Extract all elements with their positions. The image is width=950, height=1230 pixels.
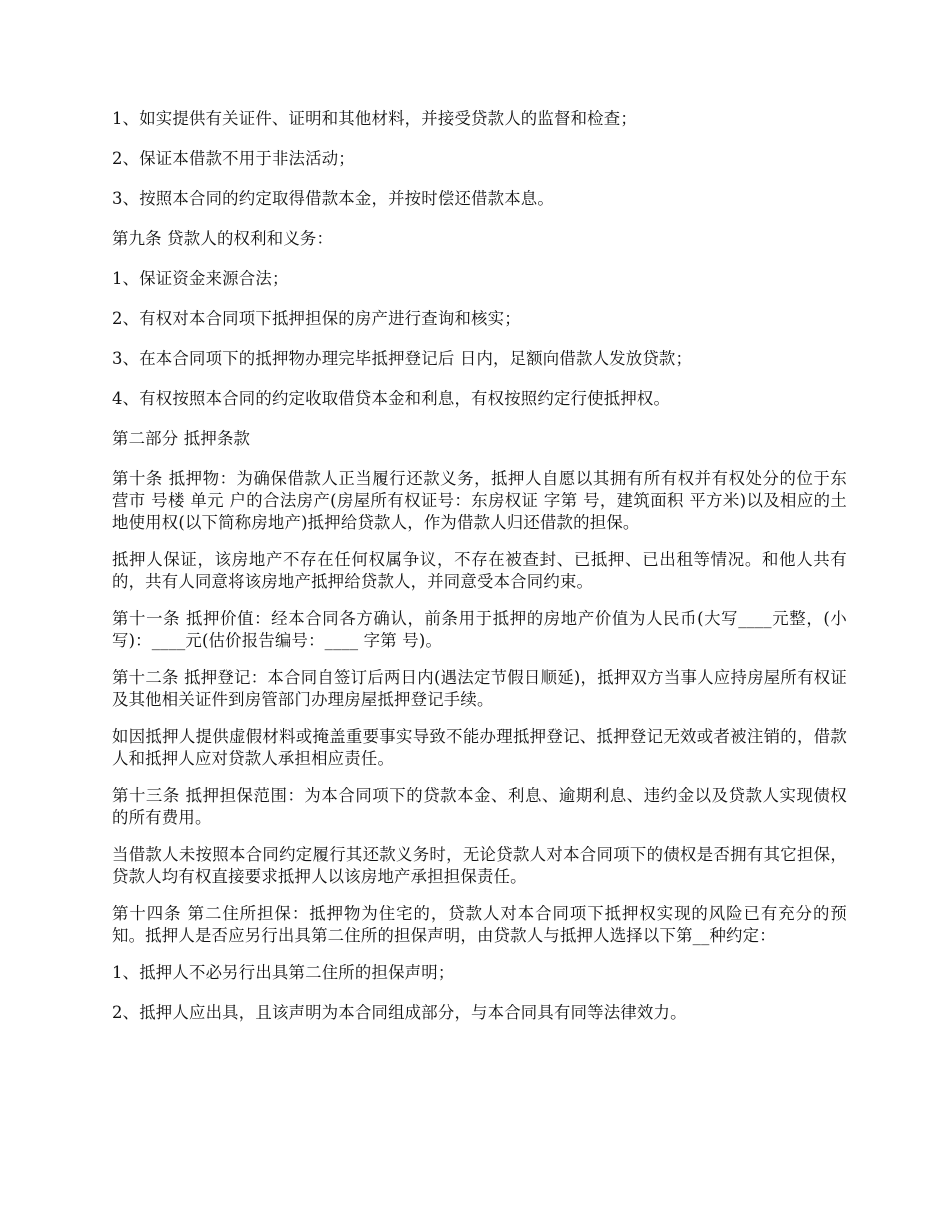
paragraph-lender-right-3: 3、在本合同项下的抵押物办理完毕抵押登记后 日内，足额向借款人发放贷款； bbox=[112, 349, 693, 368]
heading-part-2: 第二部分 抵押条款 bbox=[112, 429, 251, 448]
paragraph-mortgagor-guarantee: 抵押人保证，该房地产不存在任何权属争议，不存在被查封、已抵押、已出租等情况。和他人共有的，共有人同意将该房地产抵押给贷款人，并同意受本合同约束。 bbox=[112, 550, 847, 591]
heading-article-9: 第九条 贷款人的权利和义务： bbox=[112, 229, 334, 248]
paragraph-lender-right-1: 1、保证资金来源合法； bbox=[112, 269, 289, 288]
paragraph-borrower-duty-2: 2、保证本借款不用于非法活动； bbox=[112, 149, 355, 168]
paragraph-option-1: 1、抵押人不必另行出具第二住所的担保声明； bbox=[112, 963, 455, 982]
paragraph-article-10: 第十条 抵押物：为确保借款人正当履行还款义务，抵押人自愿以其拥有所有权并有权处分的位于东营市 号楼 单元 户的合法房产(房屋所有权证号：东房权证 字第 号，建筑面积 平方米)以及相应的土地使用权(以下简称房地产)抵押给贷款人，作为借款人归还借款的担保。 bbox=[112, 469, 847, 532]
paragraph-borrower-duty-3: 3、按照本合同的约定取得借款本金，并按时偿还借款本息。 bbox=[112, 189, 554, 208]
paragraph-default-guarantee: 当借款人未按照本合同约定履行其还款义务时，无论贷款人对本合同项下的债权是否拥有其它担保，贷款人均有权直接要求抵押人以该房地产承担担保责任。 bbox=[112, 845, 847, 886]
paragraph-lender-right-2: 2、有权对本合同项下抵押担保的房产进行查询和核实； bbox=[112, 309, 521, 328]
paragraph-option-2: 2、抵押人应出具，且该声明为本合同组成部分，与本合同具有同等法律效力。 bbox=[112, 1003, 687, 1022]
paragraph-article-13: 第十三条 抵押担保范围：为本合同项下的贷款本金、利息、逾期利息、违约金以及贷款人实现债权的所有费用。 bbox=[112, 786, 847, 827]
paragraph-lender-right-4: 4、有权按照本合同的约定收取借贷本金和利息，有权按照约定行使抵押权。 bbox=[112, 389, 671, 408]
paragraph-article-12: 第十二条 抵押登记：本合同自签订后两日内(遇法定节假日顺延)，抵押双方当事人应持房屋所有权证及其他相关证件到房管部门办理房屋抵押登记手续。 bbox=[112, 668, 847, 709]
paragraph-borrower-duty-1: 1、如实提供有关证件、证明和其他材料，并接受贷款人的监督和检查； bbox=[112, 109, 637, 128]
paragraph-article-14: 第十四条 第二住所担保：抵押物为住宅的，贷款人对本合同项下抵押权实现的风险已有充分的预知。抵押人是否应另行出具第二住所的担保声明，由贷款人与抵押人选择以下第__种约定： bbox=[112, 904, 847, 945]
paragraph-false-material-liability: 如因抵押人提供虚假材料或掩盖重要事实导致不能办理抵押登记、抵押登记无效或者被注销的，借款人和抵押人应对贷款人承担相应责任。 bbox=[112, 727, 847, 768]
paragraph-article-11: 第十一条 抵押价值：经本合同各方确认，前条用于抵押的房地产价值为人民币(大写____元整，(小写)：____元(估价报告编号：____ 字第 号)。 bbox=[112, 609, 847, 650]
document-body bbox=[112, 108, 847, 1042]
